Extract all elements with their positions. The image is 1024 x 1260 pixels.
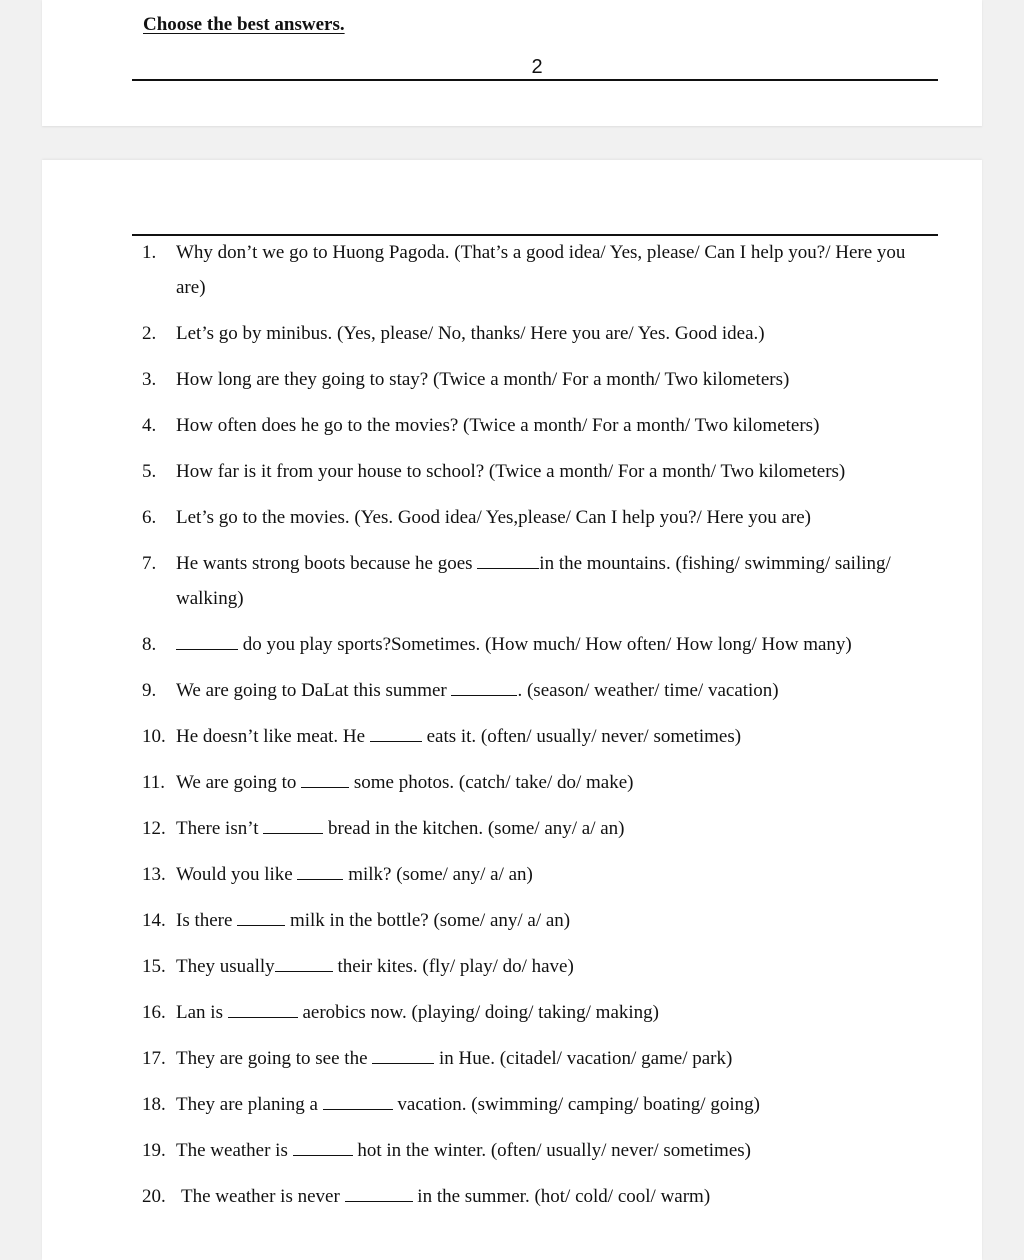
question-text-before: He doesn’t like meat. He xyxy=(176,726,370,747)
question-item xyxy=(42,995,982,1030)
question-text xyxy=(176,1041,916,1076)
question-text xyxy=(176,995,916,1030)
answer-blank[interactable] xyxy=(301,769,349,788)
question-text xyxy=(176,903,916,938)
question-text-after: hot in the winter. (often/ usually/ never/ sometimes) xyxy=(352,1140,751,1161)
question-list xyxy=(42,235,982,1214)
question-number: 7. xyxy=(142,553,157,574)
question-number: 9. xyxy=(142,680,157,701)
question-item xyxy=(42,719,982,754)
answer-blank[interactable] xyxy=(370,723,422,742)
question-text-after: some photos. (catch/ take/ do/ make) xyxy=(349,772,634,793)
question-text-before: They are going to see the xyxy=(176,1048,373,1069)
question-text xyxy=(176,546,896,616)
question-text-before: They usually xyxy=(176,956,275,977)
question-text-after: in the summer. (hot/ cold/ cool/ warm) xyxy=(412,1186,711,1207)
question-text-after: in the mountains. (fishing/ swimming/ sailing/ walking) xyxy=(176,553,891,609)
question-text-before: The weather is never xyxy=(181,1186,345,1207)
question-text xyxy=(176,811,916,846)
question-text-before: Why don’t we go to Huong Pagoda. (That’s a good idea/ Yes, please/ Can I help you?/ Here you are) xyxy=(176,242,906,298)
answer-blank[interactable] xyxy=(176,631,238,650)
question-text-before: Would you like xyxy=(176,864,298,885)
question-number: 15. xyxy=(142,956,166,977)
divider-line xyxy=(132,79,938,81)
question-item xyxy=(42,1133,982,1168)
question-text xyxy=(176,857,916,892)
question-text-after: do you play sports?Sometimes. (How much/ How often/ How long/ How many) xyxy=(238,634,852,655)
question-item xyxy=(42,903,982,938)
question-number: 16. xyxy=(142,1002,166,1023)
question-number: 17. xyxy=(142,1048,166,1069)
question-text-before: Lan is xyxy=(176,1002,228,1023)
question-text-before: We are going to DaLat this summer xyxy=(176,680,452,701)
answer-blank[interactable] xyxy=(263,815,323,834)
question-text-after: bread in the kitchen. (some/ any/ a/ an) xyxy=(323,818,625,839)
question-item xyxy=(42,811,982,846)
page-questions xyxy=(42,160,982,1260)
question-text-before: How long are they going to stay? (Twice a month/ For a month/ Two kilometers) xyxy=(176,369,790,390)
question-item xyxy=(42,1179,982,1214)
question-number: 6. xyxy=(142,507,157,528)
question-number: 8. xyxy=(142,634,157,655)
answer-blank[interactable] xyxy=(293,1137,353,1156)
question-text-before: The weather is xyxy=(176,1140,293,1161)
question-text-before: There isn’t xyxy=(176,818,264,839)
question-item xyxy=(42,949,982,984)
question-text xyxy=(176,454,916,489)
question-number: 1. xyxy=(142,242,157,263)
question-text xyxy=(176,949,916,984)
question-text-after: . (season/ weather/ time/ vacation) xyxy=(517,680,779,701)
question-text xyxy=(181,1179,921,1214)
question-text xyxy=(176,1133,916,1168)
question-text-before: How often does he go to the movies? (Twice a month/ For a month/ Two kilometers) xyxy=(176,415,820,436)
question-number: 11. xyxy=(142,772,166,793)
question-number: 19. xyxy=(142,1140,166,1161)
answer-blank[interactable] xyxy=(237,907,285,926)
page-number: 2 xyxy=(531,56,543,78)
answer-blank[interactable] xyxy=(275,953,333,972)
question-item xyxy=(42,673,982,708)
question-item xyxy=(42,546,982,616)
question-text-after: aerobics now. (playing/ doing/ taking/ making) xyxy=(297,1002,659,1023)
question-text xyxy=(176,500,916,535)
question-text-before: Is there xyxy=(176,910,238,931)
question-number: 10. xyxy=(142,726,166,747)
question-text-after: eats it. (often/ usually/ never/ sometimes) xyxy=(421,726,742,747)
question-number: 2. xyxy=(142,323,157,344)
question-text xyxy=(176,1087,916,1122)
question-text xyxy=(176,362,916,397)
question-number: 4. xyxy=(142,415,157,436)
question-text-after: vacation. (swimming/ camping/ boating/ going) xyxy=(392,1094,760,1115)
question-text xyxy=(176,719,916,754)
question-item xyxy=(42,316,982,351)
question-text-before: How far is it from your house to school? (Twice a month/ For a month/ Two kilometers) xyxy=(176,461,846,482)
question-text-before: He wants strong boots because he goes xyxy=(176,553,478,574)
page-top xyxy=(42,0,982,126)
answer-blank[interactable] xyxy=(372,1045,434,1064)
page-heading: Choose the best answers. xyxy=(143,14,345,35)
question-text-after: in Hue. (citadel/ vacation/ game/ park) xyxy=(434,1048,733,1069)
answer-blank[interactable] xyxy=(297,861,343,880)
question-item xyxy=(42,500,982,535)
question-text-before: Let’s go to the movies. (Yes. Good idea/ Yes,please/ Can I help you?/ Here you are) xyxy=(176,507,811,528)
question-text-before: Let’s go by minibus. (Yes, please/ No, thanks/ Here you are/ Yes. Good idea.) xyxy=(176,323,765,344)
question-text xyxy=(176,408,916,443)
question-number: 18. xyxy=(142,1094,166,1115)
question-item xyxy=(42,235,982,305)
question-item xyxy=(42,362,982,397)
question-number: 12. xyxy=(142,818,166,839)
question-text xyxy=(176,765,916,800)
question-item xyxy=(42,857,982,892)
question-item xyxy=(42,1087,982,1122)
question-text xyxy=(176,673,916,708)
question-text-after: their kites. (fly/ play/ do/ have) xyxy=(332,956,574,977)
answer-blank[interactable] xyxy=(477,550,539,569)
answer-blank[interactable] xyxy=(345,1183,413,1202)
question-text-after: milk in the bottle? (some/ any/ a/ an) xyxy=(285,910,571,931)
question-text xyxy=(176,235,916,305)
question-item xyxy=(42,627,982,662)
question-number: 5. xyxy=(142,461,157,482)
question-item xyxy=(42,408,982,443)
question-number: 3. xyxy=(142,369,157,390)
answer-blank[interactable] xyxy=(451,677,517,696)
question-text-before: We are going to xyxy=(176,772,302,793)
question-text-before: They are planing a xyxy=(176,1094,323,1115)
question-item xyxy=(42,1041,982,1076)
answer-blank[interactable] xyxy=(228,999,298,1018)
question-number: 20. xyxy=(142,1186,166,1207)
question-text xyxy=(176,627,916,662)
question-number: 14. xyxy=(142,910,166,931)
question-item xyxy=(42,765,982,800)
question-text xyxy=(176,316,916,351)
answer-blank[interactable] xyxy=(323,1091,393,1110)
question-number: 13. xyxy=(142,864,166,885)
question-text-after: milk? (some/ any/ a/ an) xyxy=(343,864,533,885)
question-item xyxy=(42,454,982,489)
